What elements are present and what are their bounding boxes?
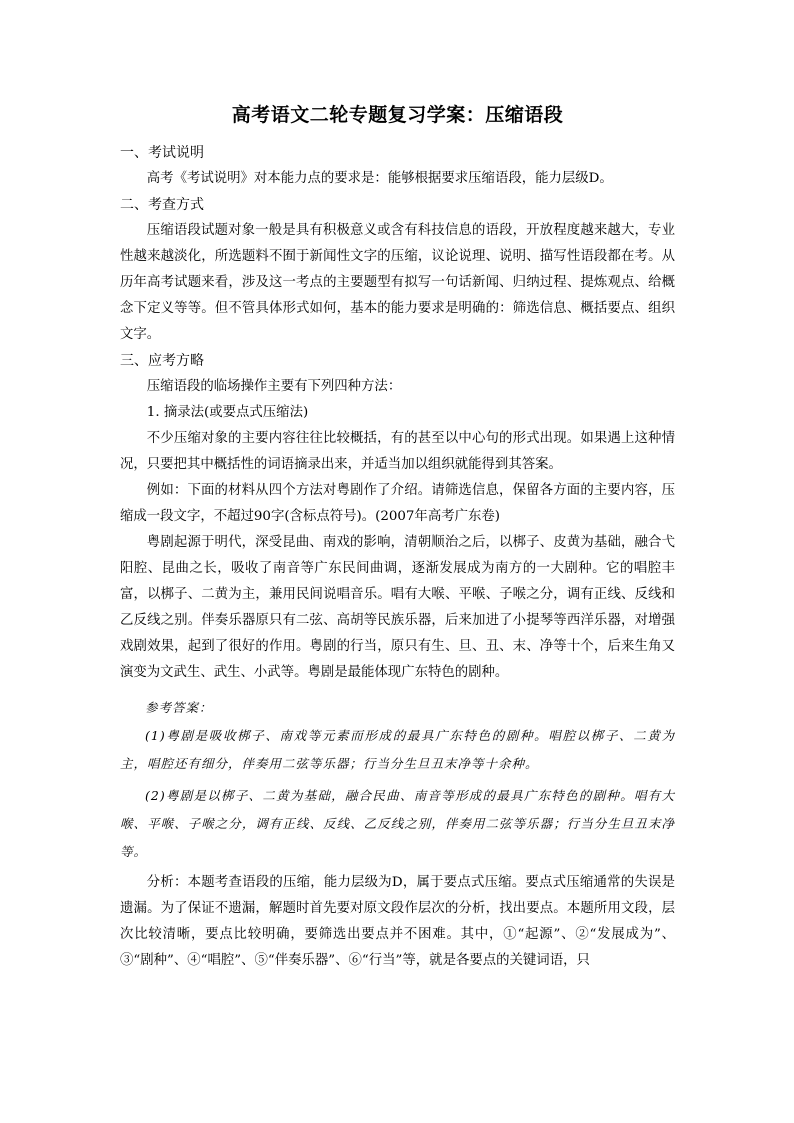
paragraph-excerpt-method: 不少压缩对象的主要内容往往比较概括，有的甚至以中心句的形式出现。如果遇上这种情况，只要把其中概括性的词语摘录出来，并适当加以组织就能得到其答案。: [120, 431, 675, 472]
paragraph-strategy-intro: 压缩语段的临场操作主要有下列四种方法：: [146, 379, 402, 394]
method-heading-excerpt: 1. 摘录法(或要点式压缩法): [146, 405, 309, 420]
paragraph-exam-description: 高考《考试说明》对本能力点的要求是：能够根据要求压缩语段，能力层级D。: [146, 171, 613, 186]
document-page: [120, 96, 675, 974]
section-heading-strategy: 三、应考方略: [120, 353, 204, 369]
paragraph-cantonese-opera-material: 粤剧起源于明代，深受昆曲、南戏的影响，清朝顺治之后，以梆子、皮黄为基础，融合弋阳腔、昆曲之长，吸收了南音等广东民间曲调，逐渐发展成为南方的一大剧种。它的唱腔丰富，以梆子、二黄为主，兼用民间说唱音乐。唱有大喉、平喉、子喉之分，调有正线、反线和乙反线之别。伴奏乐器原只有二弦、高胡等民族乐器，后来加进了小提琴等西洋乐器，对增强戏剧效果，起到了很好的作用。粤剧的行当，原只有生、旦、丑、末、净等十个，后来生角又演变为文武生、武生、小武等。粤剧是最能体现广东特色的剧种。: [120, 535, 675, 680]
answer-2: (2)粤剧是以梆子、二黄为基础，融合民曲、南音等形成的最具广东特色的剧种。唱有大喉、平喉、子喉之分，调有正线、反线、乙反线之别，伴奏用二弦等乐器；行当分生旦丑末净等。: [120, 788, 675, 859]
spacer: [120, 686, 675, 692]
page-title: 高考语文二轮专题复习学案：压缩语段: [231, 104, 564, 126]
answer-1: (1)粤剧是吸收梆子、南戏等元素而形成的最具广东特色的剧种。唱腔以梆子、二黄为主，唱腔还有细分，伴奏用二弦等乐器；行当分生旦丑末净等十余种。: [120, 728, 675, 771]
answer-heading: 参考答案：: [145, 700, 213, 715]
paragraph-exam-format: 压缩语段试题对象一般是具有积极意义或含有科技信息的语段，开放程度越来越大，专业性越来越淡化，所选题料不囿于新闻性文字的压缩，议论说理、说明、描写性语段都在考。从历年高考试题来看，涉及这一考点的主要题型有拟写一句话新闻、归纳过程、提炼观点、给概念下定义等等。但不管具体形式如何，基本的能力要求是明确的：筛选信息、概括要点、组织文字。: [120, 223, 675, 342]
section-heading-exam-format: 二、考查方式: [120, 197, 204, 213]
section-heading-exam-description: 一、考试说明: [120, 145, 204, 161]
paragraph-example-question: 例如：下面的材料从四个方法对粤剧作了介绍。请筛选信息，保留各方面的主要内容，压缩成一段文字，不超过90字(含标点符号)。(2007年高考广东卷): [120, 483, 675, 524]
paragraph-analysis: 分析：本题考查语段的压缩，能力层级为D，属于要点式压缩。要点式压缩通常的失误是遗漏。为了保证不遗漏，解题时首先要对原文段作层次的分析，找出要点。本题所用文段，层次比较清晰，要点比较明确，要筛选出要点并不困难。其中，①“起源”、②“发展成为”、③“剧种”、④“唱腔”、⑤“伴奏乐器”、⑥“行当”等，就是各要点的关键词语，只: [120, 875, 675, 968]
